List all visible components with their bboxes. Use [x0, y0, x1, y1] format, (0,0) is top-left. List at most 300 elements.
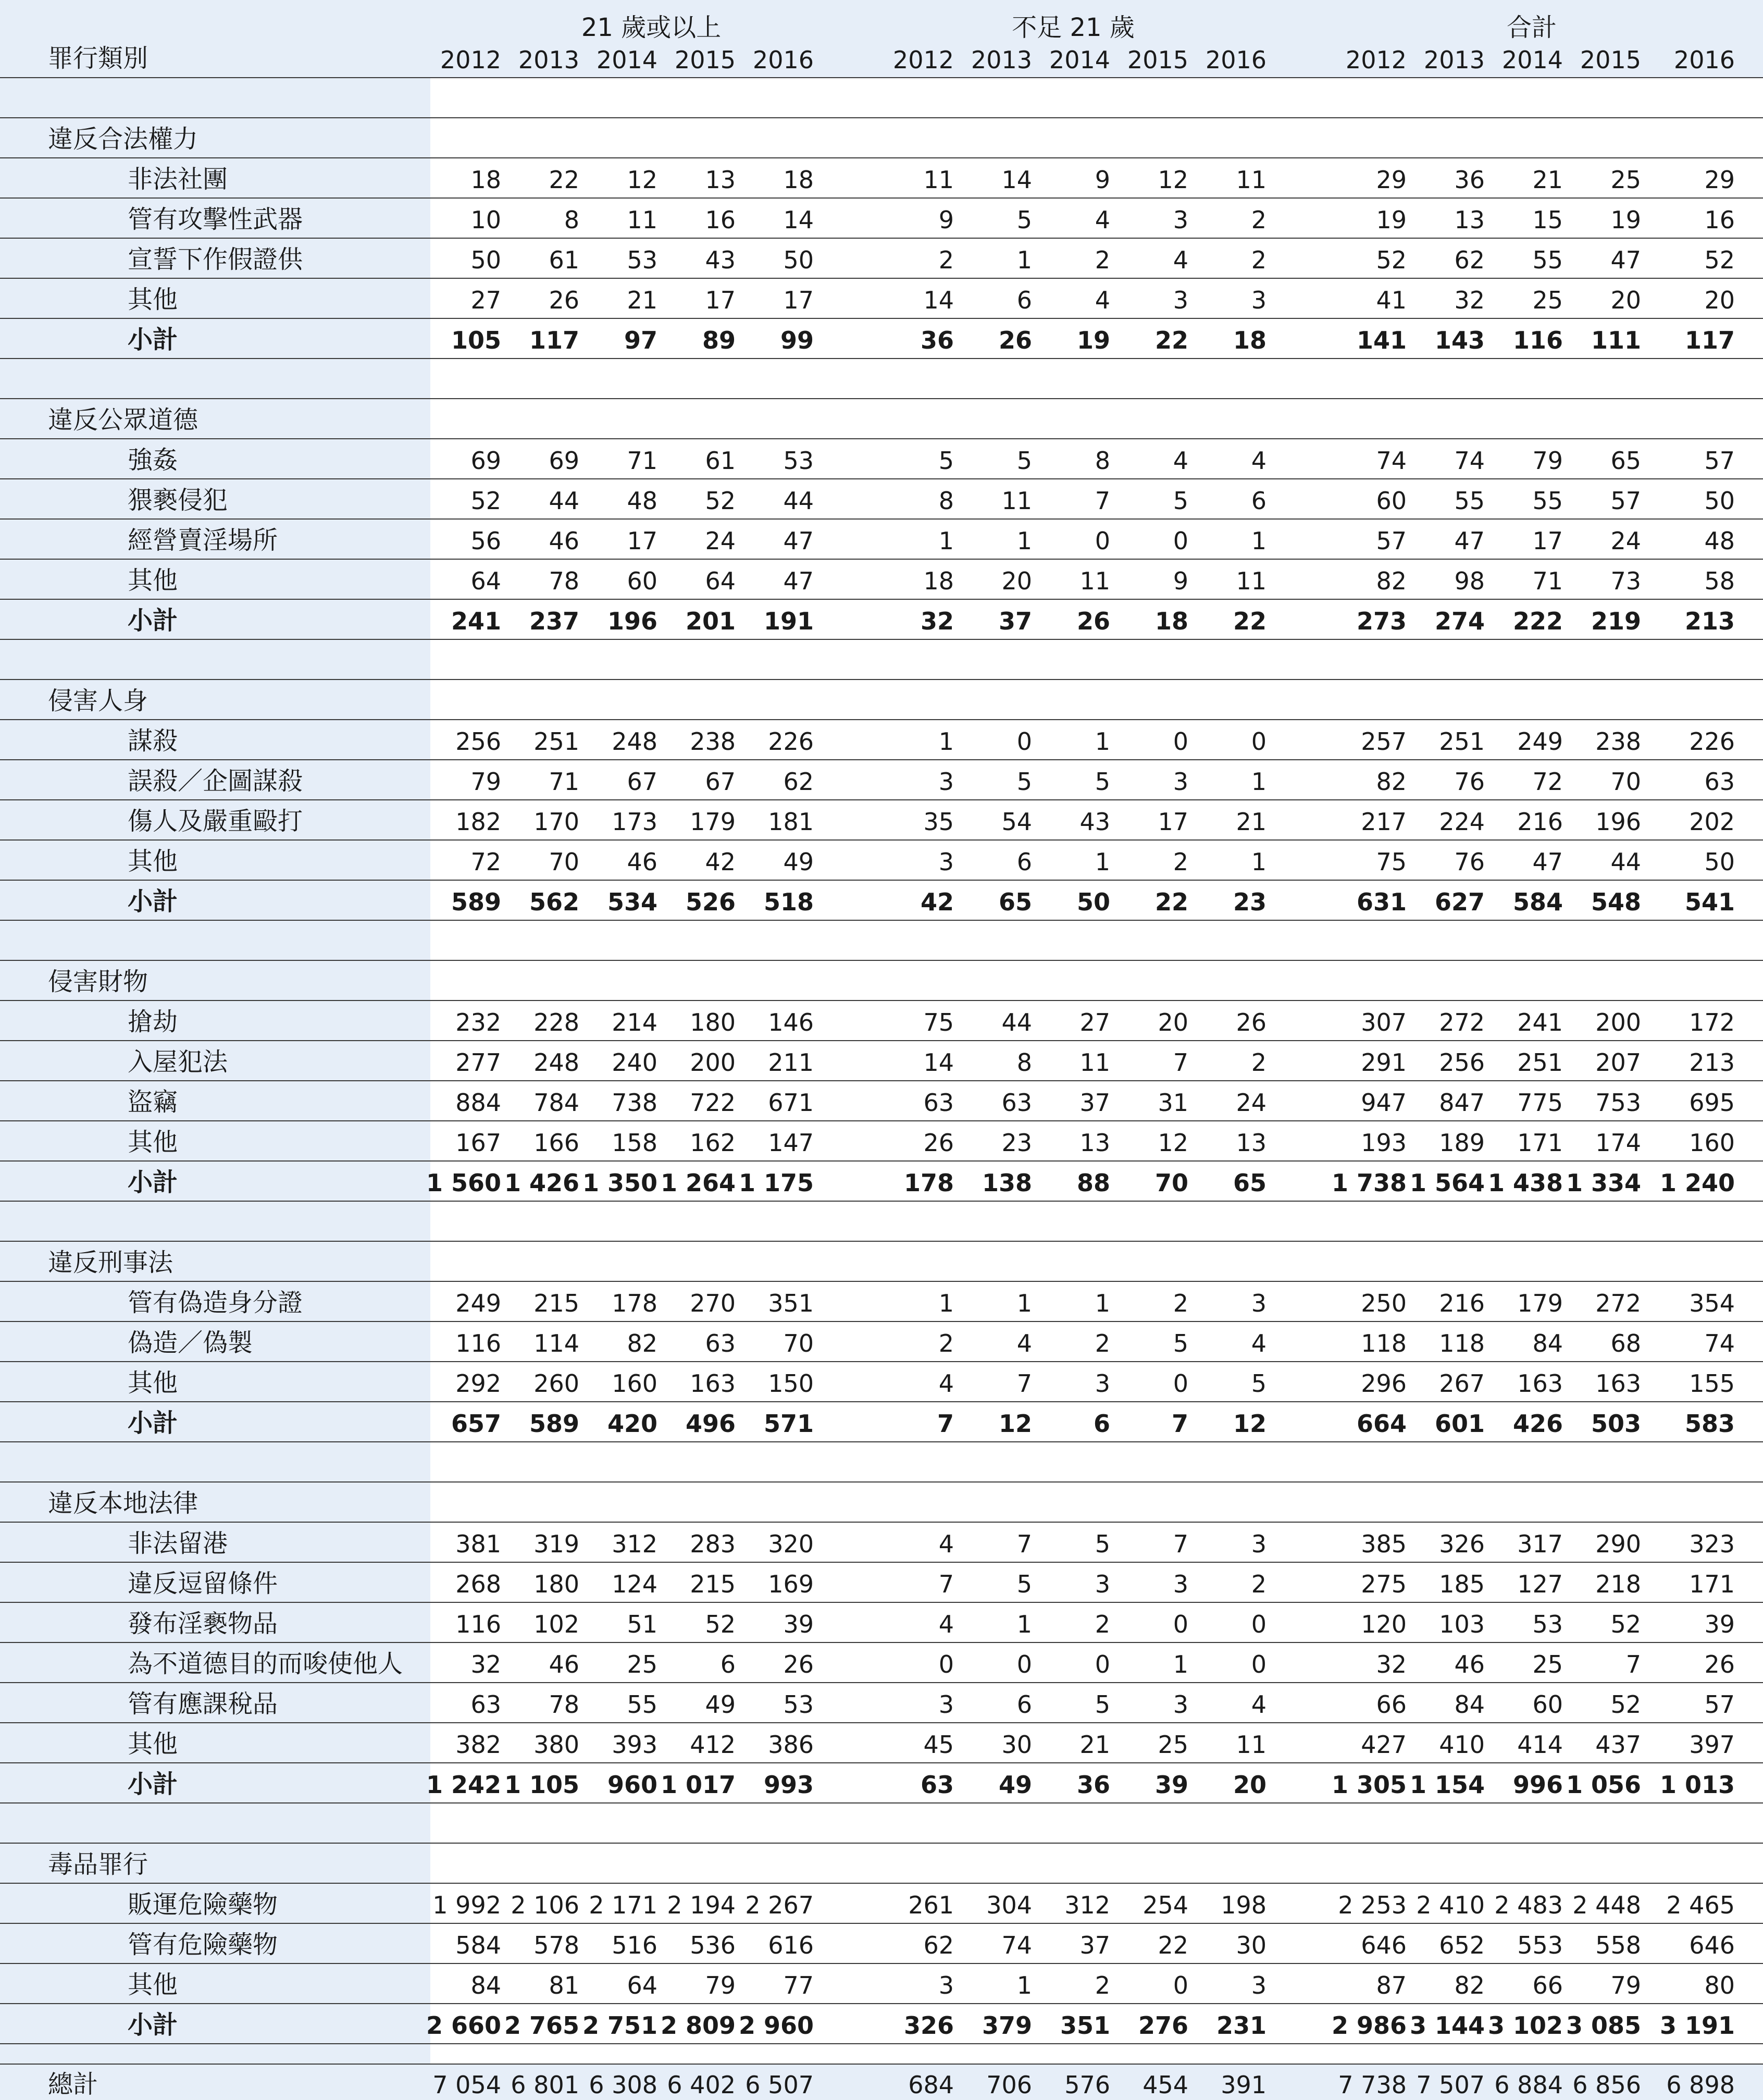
value-cell: 114	[533, 1329, 579, 1357]
value-cell: 2	[938, 246, 954, 274]
value-cell: 79	[705, 1971, 736, 1999]
value-cell: 3	[1251, 1971, 1267, 1999]
total-value-cell: 6 801	[511, 2071, 579, 2099]
value-cell: 2	[1095, 246, 1110, 274]
value-cell: 82	[1376, 768, 1407, 796]
value-cell: 63	[1001, 1089, 1032, 1117]
row-rule	[0, 1562, 1763, 1563]
value-cell: 20	[1704, 286, 1735, 314]
value-cell: 79	[1610, 1971, 1641, 1999]
value-cell: 116	[455, 1610, 501, 1638]
value-cell: 74	[1001, 1931, 1032, 1959]
value-cell: 1	[1016, 1971, 1032, 1999]
value-cell: 16	[1704, 206, 1735, 234]
row-label: 小計	[128, 606, 178, 635]
value-cell: 61	[549, 246, 579, 274]
value-cell: 0	[1016, 1650, 1032, 1678]
value-cell: 571	[763, 1410, 814, 1438]
year-header-cell: 2014	[1501, 46, 1563, 74]
value-cell: 8	[1095, 447, 1110, 475]
value-cell: 63	[920, 1771, 954, 1799]
value-cell: 9	[938, 206, 954, 234]
year-header-cell: 2012	[440, 46, 501, 74]
value-cell: 2	[1173, 1289, 1188, 1317]
value-cell: 22	[1233, 607, 1267, 635]
value-cell: 52	[705, 1610, 736, 1638]
row-rule	[0, 2003, 1763, 2004]
value-cell: 231	[1216, 2011, 1267, 2040]
value-cell: 319	[533, 1530, 579, 1558]
year-header-cell: 2013	[971, 46, 1032, 74]
value-cell: 26	[549, 286, 579, 314]
value-cell: 167	[455, 1129, 501, 1157]
value-cell: 32	[1376, 1650, 1407, 1678]
value-cell: 47	[1532, 848, 1563, 876]
value-cell: 1	[1016, 1610, 1032, 1638]
total-value-cell: 684	[908, 2071, 954, 2099]
value-cell: 14	[923, 1048, 954, 1077]
value-cell: 291	[1361, 1048, 1407, 1077]
value-cell: 3	[1173, 206, 1188, 234]
section-title: 違反公眾道德	[48, 405, 198, 435]
value-cell: 52	[1376, 246, 1407, 274]
value-cell: 1 992	[432, 1891, 501, 1919]
section-top-rule	[0, 679, 1763, 680]
value-cell: 27	[470, 286, 501, 314]
value-cell: 162	[690, 1129, 736, 1157]
value-cell: 420	[607, 1410, 657, 1438]
value-cell: 57	[1376, 527, 1407, 555]
section-top-rule	[0, 1843, 1763, 1844]
value-cell: 584	[455, 1931, 501, 1959]
value-cell: 18	[1154, 607, 1188, 635]
value-cell: 69	[470, 447, 501, 475]
row-label: 搶劫	[128, 1007, 178, 1036]
value-cell: 2 410	[1416, 1891, 1485, 1919]
value-cell: 47	[1454, 527, 1485, 555]
value-cell: 4	[1251, 447, 1267, 475]
value-cell: 784	[533, 1089, 579, 1117]
row-label: 小計	[128, 887, 178, 916]
value-cell: 49	[705, 1690, 736, 1719]
value-cell: 213	[1684, 607, 1735, 635]
value-cell: 276	[1138, 2011, 1188, 2040]
value-cell: 25	[1610, 166, 1641, 194]
value-cell: 62	[783, 768, 814, 796]
value-cell: 53	[783, 1690, 814, 1719]
value-cell: 46	[549, 527, 579, 555]
value-cell: 4	[938, 1369, 954, 1398]
value-cell: 71	[1532, 567, 1563, 595]
row-label: 管有危險藥物	[128, 1930, 278, 1959]
value-cell: 6	[1016, 286, 1032, 314]
row-rule	[0, 559, 1763, 560]
value-cell: 60	[1376, 487, 1407, 515]
value-cell: 25	[627, 1650, 657, 1678]
value-cell: 589	[451, 888, 501, 916]
section-title: 違反刑事法	[48, 1248, 173, 1277]
section-title: 毒品罪行	[48, 1850, 148, 1879]
value-cell: 251	[1439, 727, 1485, 756]
value-cell: 124	[612, 1570, 657, 1598]
value-cell: 326	[1439, 1530, 1485, 1558]
value-cell: 81	[549, 1971, 579, 1999]
value-cell: 163	[690, 1369, 736, 1398]
value-cell: 102	[533, 1610, 579, 1638]
value-cell: 69	[549, 447, 579, 475]
value-cell: 884	[455, 1089, 501, 1117]
value-cell: 518	[763, 888, 814, 916]
row-rule	[0, 1000, 1763, 1001]
row-rule	[0, 1160, 1763, 1162]
value-cell: 0	[1251, 1610, 1267, 1638]
section-title: 侵害財物	[48, 967, 148, 996]
value-cell: 7	[1095, 487, 1110, 515]
value-cell: 250	[1361, 1289, 1407, 1317]
total-value-cell: 7 054	[432, 2071, 501, 2099]
row-label: 管有攻擊性武器	[128, 205, 303, 234]
value-cell: 296	[1361, 1369, 1407, 1398]
value-cell: 240	[612, 1048, 657, 1077]
value-cell: 66	[1532, 1971, 1563, 1999]
value-cell: 8	[1016, 1048, 1032, 1077]
value-cell: 652	[1439, 1931, 1485, 1959]
value-cell: 292	[455, 1369, 501, 1398]
value-cell: 412	[690, 1731, 736, 1759]
row-label: 其他	[128, 1970, 178, 1999]
row-label: 其他	[128, 1128, 178, 1157]
value-cell: 111	[1591, 326, 1641, 354]
value-cell: 116	[455, 1329, 501, 1357]
year-header-cell: 2012	[1345, 46, 1407, 74]
value-cell: 62	[1454, 246, 1485, 274]
value-cell: 76	[1454, 768, 1485, 796]
value-cell: 2 267	[745, 1891, 814, 1919]
year-header-cell: 2016	[752, 46, 814, 74]
value-cell: 273	[1356, 607, 1407, 635]
row-label: 小計	[128, 1409, 178, 1438]
value-cell: 11	[627, 206, 657, 234]
value-cell: 22	[549, 166, 579, 194]
value-cell: 67	[705, 768, 736, 796]
value-cell: 44	[783, 487, 814, 515]
value-cell: 226	[768, 727, 814, 756]
value-cell: 312	[612, 1530, 657, 1558]
value-cell: 43	[705, 246, 736, 274]
value-cell: 214	[612, 1008, 657, 1036]
section-top-rule	[0, 398, 1763, 399]
value-cell: 31	[1158, 1089, 1188, 1117]
value-cell: 17	[705, 286, 736, 314]
row-label: 管有偽造身分證	[128, 1288, 303, 1317]
value-cell: 12	[1158, 166, 1188, 194]
value-cell: 217	[1361, 808, 1407, 836]
value-cell: 146	[768, 1008, 814, 1036]
section-bottom-rule	[0, 920, 1763, 921]
value-cell: 351	[1060, 2011, 1110, 2040]
value-cell: 202	[1689, 808, 1735, 836]
total-value-cell: 6 856	[1572, 2071, 1641, 2099]
value-cell: 19	[1076, 326, 1110, 354]
value-cell: 2	[938, 1329, 954, 1357]
value-cell: 996	[1512, 1771, 1563, 1799]
value-cell: 200	[1595, 1008, 1641, 1036]
row-rule	[0, 518, 1763, 520]
row-rule	[0, 1401, 1763, 1402]
row-label: 違反逗留條件	[128, 1569, 278, 1598]
value-cell: 3	[1251, 1530, 1267, 1558]
value-cell: 79	[470, 768, 501, 796]
value-cell: 5	[1095, 1530, 1110, 1558]
value-cell: 158	[612, 1129, 657, 1157]
value-cell: 3	[1251, 286, 1267, 314]
value-cell: 5	[1173, 487, 1188, 515]
row-rule	[0, 839, 1763, 841]
category-column-header: 罪行類別	[48, 44, 148, 73]
total-value-cell: 576	[1064, 2071, 1110, 2099]
value-cell: 3	[938, 1690, 954, 1719]
row-rule	[0, 1120, 1763, 1121]
value-cell: 63	[705, 1329, 736, 1357]
value-cell: 6	[1093, 1410, 1110, 1438]
value-cell: 275	[1361, 1570, 1407, 1598]
value-cell: 536	[690, 1931, 736, 1959]
value-cell: 2	[1251, 246, 1267, 274]
value-cell: 72	[1532, 768, 1563, 796]
value-cell: 87	[1376, 1971, 1407, 1999]
value-cell: 1 264	[660, 1169, 736, 1197]
value-cell: 68	[1610, 1329, 1641, 1357]
value-cell: 257	[1361, 727, 1407, 756]
value-cell: 2	[1173, 848, 1188, 876]
value-cell: 50	[1076, 888, 1110, 916]
value-cell: 39	[1154, 1771, 1188, 1799]
row-label: 傷人及嚴重毆打	[128, 807, 303, 836]
total-value-cell: 6 507	[745, 2071, 814, 2099]
value-cell: 105	[451, 326, 501, 354]
value-cell: 44	[1610, 848, 1641, 876]
value-cell: 13	[1236, 1129, 1267, 1157]
value-cell: 272	[1595, 1289, 1641, 1317]
value-cell: 118	[1361, 1329, 1407, 1357]
value-cell: 62	[923, 1931, 954, 1959]
group-header-youth: 不足 21 歲	[1012, 13, 1135, 42]
value-cell: 11	[1079, 1048, 1110, 1077]
value-cell: 19	[1376, 206, 1407, 234]
year-header-cell: 2016	[1205, 46, 1267, 74]
header-rule	[0, 77, 1763, 78]
year-header-cell: 2013	[1423, 46, 1485, 74]
value-cell: 166	[533, 1129, 579, 1157]
value-cell: 70	[549, 848, 579, 876]
row-rule	[0, 1321, 1763, 1322]
value-cell: 61	[705, 447, 736, 475]
value-cell: 283	[690, 1530, 736, 1558]
value-cell: 320	[768, 1530, 814, 1558]
value-cell: 48	[1704, 527, 1735, 555]
value-cell: 4	[1251, 1690, 1267, 1719]
value-cell: 185	[1439, 1570, 1485, 1598]
value-cell: 49	[998, 1771, 1032, 1799]
value-cell: 12	[1158, 1129, 1188, 1157]
section-bottom-rule	[0, 639, 1763, 640]
value-cell: 42	[705, 848, 736, 876]
value-cell: 21	[1236, 808, 1267, 836]
value-cell: 41	[1376, 286, 1407, 314]
total-value-cell: 7 738	[1338, 2071, 1407, 2099]
value-cell: 601	[1434, 1410, 1485, 1438]
value-cell: 84	[1454, 1690, 1485, 1719]
value-cell: 78	[549, 567, 579, 595]
value-cell: 171	[1689, 1570, 1735, 1598]
value-cell: 65	[1233, 1169, 1267, 1197]
value-cell: 1	[1173, 1650, 1188, 1678]
value-cell: 172	[1689, 1008, 1735, 1036]
value-cell: 695	[1689, 1089, 1735, 1117]
value-cell: 2 465	[1666, 1891, 1735, 1919]
value-cell: 35	[923, 808, 954, 836]
row-rule	[0, 880, 1763, 881]
value-cell: 63	[923, 1089, 954, 1117]
value-cell: 25	[1532, 1650, 1563, 1678]
value-cell: 1	[1016, 246, 1032, 274]
row-label: 其他	[128, 1730, 178, 1759]
value-cell: 117	[529, 326, 579, 354]
value-cell: 222	[1512, 607, 1563, 635]
value-cell: 410	[1439, 1731, 1485, 1759]
year-header-cell: 2014	[596, 46, 657, 74]
value-cell: 3 102	[1487, 2011, 1563, 2040]
row-label: 入屋犯法	[128, 1047, 228, 1077]
value-cell: 3 085	[1566, 2011, 1641, 2040]
year-header-cell: 2015	[1580, 46, 1641, 74]
value-cell: 22	[1154, 888, 1188, 916]
value-cell: 178	[903, 1169, 954, 1197]
total-value-cell: 391	[1221, 2071, 1267, 2099]
value-cell: 26	[1076, 607, 1110, 635]
row-rule	[0, 478, 1763, 479]
value-cell: 541	[1684, 888, 1735, 916]
value-cell: 74	[1376, 447, 1407, 475]
value-cell: 178	[612, 1289, 657, 1317]
row-rule	[0, 1361, 1763, 1362]
value-cell: 180	[533, 1570, 579, 1598]
value-cell: 380	[533, 1731, 579, 1759]
row-rule	[0, 1883, 1763, 1884]
row-label: 謀殺	[128, 726, 178, 756]
value-cell: 163	[1517, 1369, 1563, 1398]
value-cell: 7	[1016, 1530, 1032, 1558]
value-cell: 191	[763, 607, 814, 635]
value-cell: 0	[1173, 1610, 1188, 1638]
value-cell: 18	[923, 567, 954, 595]
row-rule	[0, 1522, 1763, 1523]
year-header-cell: 2012	[892, 46, 954, 74]
value-cell: 46	[627, 848, 657, 876]
value-cell: 251	[1517, 1048, 1563, 1077]
value-cell: 382	[455, 1731, 501, 1759]
value-cell: 317	[1517, 1530, 1563, 1558]
value-cell: 583	[1684, 1410, 1735, 1438]
value-cell: 3	[1095, 1369, 1110, 1398]
value-cell: 17	[1532, 527, 1563, 555]
section-bottom-rule	[0, 1802, 1763, 1803]
value-cell: 72	[470, 848, 501, 876]
value-cell: 1	[1095, 1289, 1110, 1317]
row-label: 經營賣淫場所	[128, 526, 278, 555]
row-label: 盜竊	[128, 1088, 178, 1117]
total-value-cell: 706	[986, 2071, 1032, 2099]
value-cell: 49	[783, 848, 814, 876]
value-cell: 71	[627, 447, 657, 475]
value-cell: 12	[1233, 1410, 1267, 1438]
value-cell: 657	[451, 1410, 501, 1438]
value-cell: 304	[986, 1891, 1032, 1919]
value-cell: 47	[1610, 246, 1641, 274]
value-cell: 70	[1154, 1169, 1188, 1197]
value-cell: 56	[470, 527, 501, 555]
value-cell: 241	[451, 607, 501, 635]
value-cell: 52	[705, 487, 736, 515]
row-rule	[0, 238, 1763, 239]
value-cell: 1	[1251, 768, 1267, 796]
value-cell: 64	[627, 1971, 657, 1999]
row-rule	[0, 799, 1763, 800]
value-cell: 553	[1517, 1931, 1563, 1959]
value-cell: 51	[627, 1610, 657, 1638]
value-cell: 47	[783, 527, 814, 555]
value-cell: 50	[1704, 487, 1735, 515]
value-cell: 26	[923, 1129, 954, 1157]
value-cell: 64	[705, 567, 736, 595]
value-cell: 48	[627, 487, 657, 515]
value-cell: 24	[705, 527, 736, 555]
value-cell: 171	[1517, 1129, 1563, 1157]
value-cell: 960	[607, 1771, 657, 1799]
value-cell: 21	[627, 286, 657, 314]
value-cell: 237	[529, 607, 579, 635]
value-cell: 160	[612, 1369, 657, 1398]
section-top-rule	[0, 960, 1763, 961]
value-cell: 3	[1251, 1289, 1267, 1317]
value-cell: 20	[1001, 567, 1032, 595]
section-bottom-rule	[0, 1201, 1763, 1202]
value-cell: 1	[938, 527, 954, 555]
value-cell: 53	[783, 447, 814, 475]
row-rule	[0, 1602, 1763, 1603]
value-cell: 847	[1439, 1089, 1485, 1117]
row-rule	[0, 438, 1763, 439]
value-cell: 215	[533, 1289, 579, 1317]
value-cell: 631	[1356, 888, 1407, 916]
total-value-cell: 6 884	[1494, 2071, 1563, 2099]
value-cell: 118	[1439, 1329, 1485, 1357]
value-cell: 1	[1251, 527, 1267, 555]
value-cell: 120	[1361, 1610, 1407, 1638]
row-label: 小計	[128, 325, 178, 354]
value-cell: 138	[982, 1169, 1032, 1197]
value-cell: 66	[1376, 1690, 1407, 1719]
value-cell: 99	[780, 326, 814, 354]
value-cell: 36	[1076, 1771, 1110, 1799]
value-cell: 0	[1251, 727, 1267, 756]
value-cell: 753	[1595, 1089, 1641, 1117]
value-cell: 11	[923, 166, 954, 194]
year-header-cell: 2013	[518, 46, 579, 74]
value-cell: 0	[1173, 727, 1188, 756]
value-cell: 27	[1079, 1008, 1110, 1036]
value-cell: 163	[1595, 1369, 1641, 1398]
